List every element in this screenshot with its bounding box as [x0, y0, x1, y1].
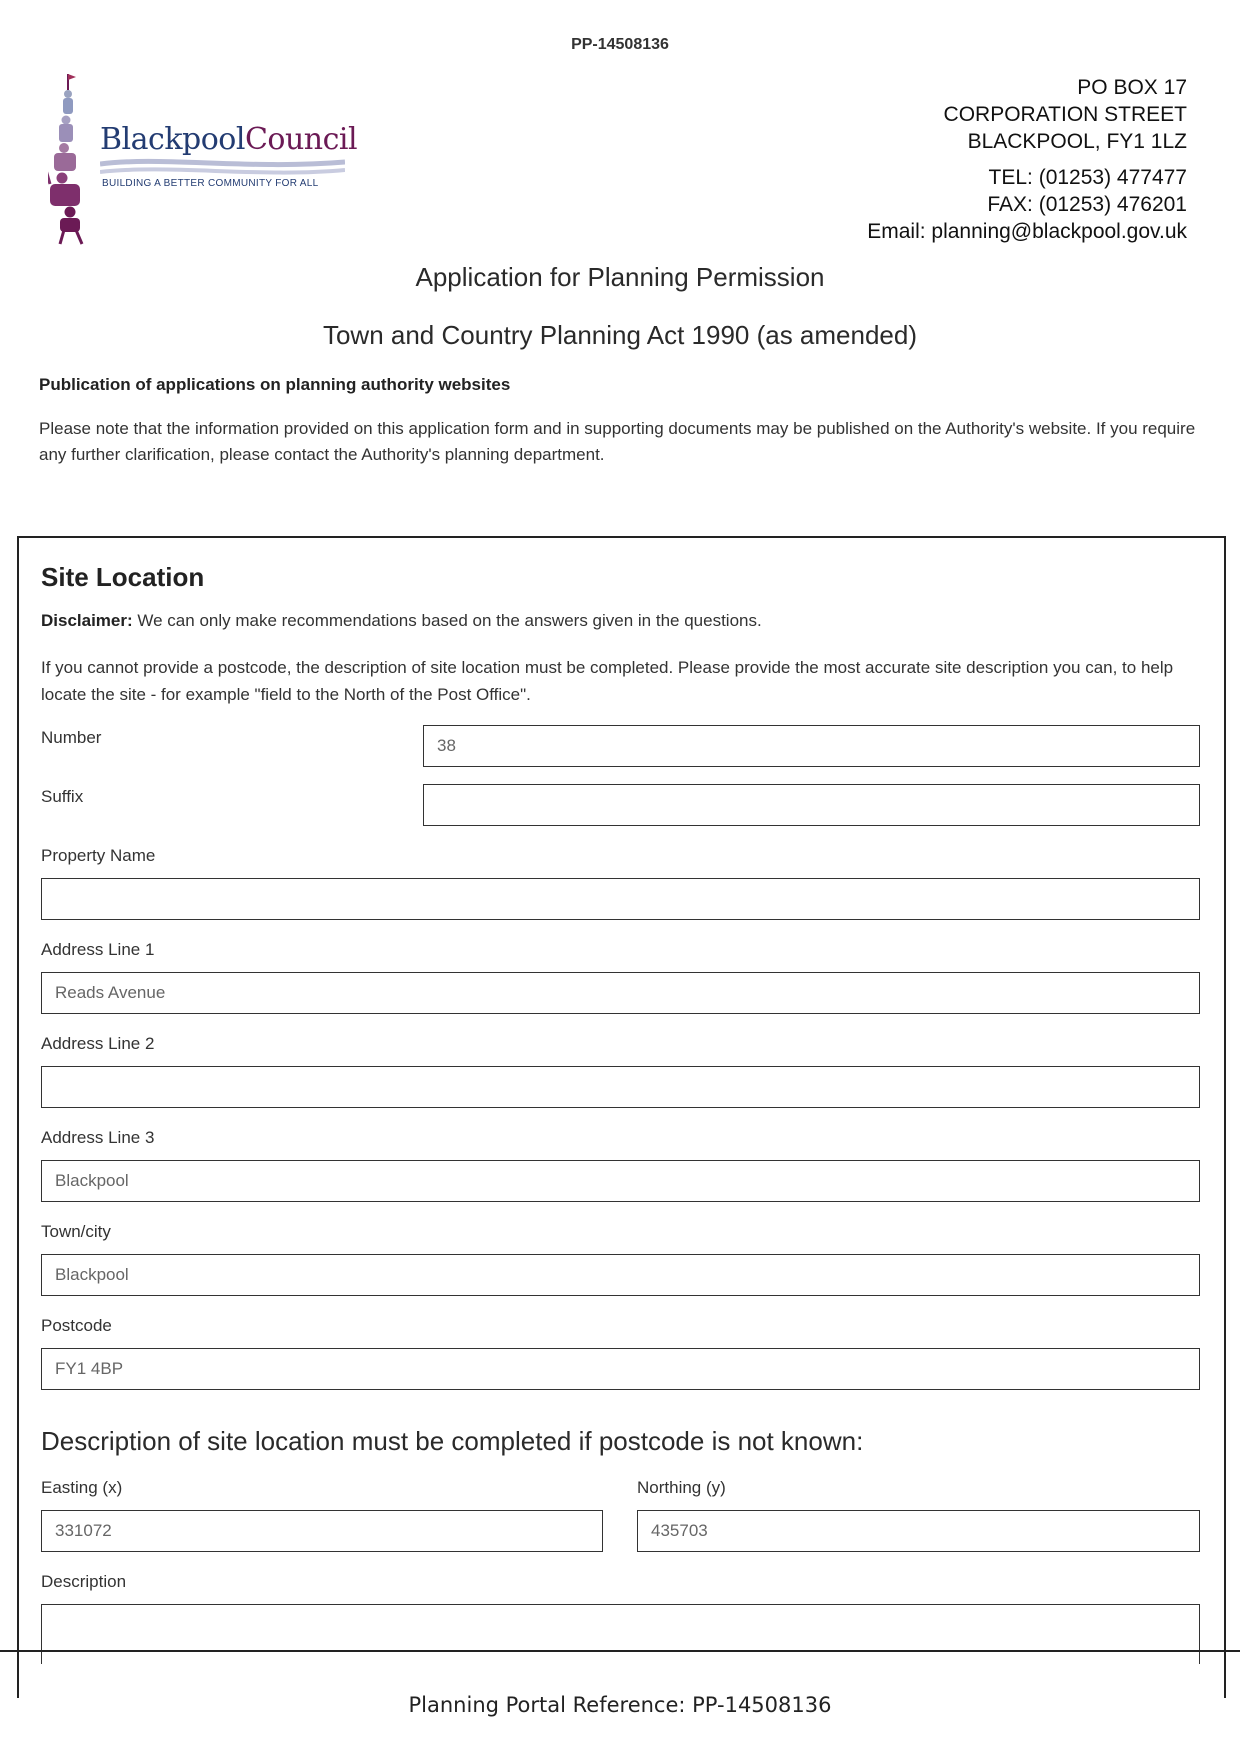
number-field[interactable]: 38 — [423, 725, 1200, 767]
address-line-2-field[interactable] — [41, 1066, 1200, 1108]
page-bottom-divider — [0, 1650, 1240, 1652]
disclaimer-text: We can only make recommendations based on the answers given in the questions. — [132, 611, 762, 630]
property-name-field[interactable] — [41, 878, 1200, 920]
address-line-3-label: Address Line 3 — [41, 1128, 155, 1147]
suffix-field[interactable] — [423, 784, 1200, 826]
section-title: Site Location — [41, 562, 205, 592]
council-logo-name — [100, 122, 357, 157]
address-line-2-label: Address Line 2 — [41, 1034, 155, 1053]
address-tel: TEL: (01253) 477477 — [988, 166, 1187, 189]
address-line-1: PO BOX 17 — [1077, 76, 1187, 99]
number-label: Number — [41, 728, 102, 747]
suffix-label: Suffix — [41, 787, 84, 806]
logo-tagline: BUILDING A BETTER COMMUNITY FOR ALL — [102, 178, 319, 189]
address-line-1-field[interactable]: Reads Avenue — [41, 972, 1200, 1014]
property-name-label: Property Name — [41, 846, 156, 865]
address-line-3: BLACKPOOL, FY1 1LZ — [967, 130, 1187, 153]
logo-name-part1: Blackpool — [100, 122, 245, 157]
disclaimer-label: Disclaimer: — [41, 611, 133, 630]
town-city-label: Town/city — [41, 1222, 111, 1241]
publication-heading: Publication of applications on planning authority websites — [39, 375, 511, 394]
page-subtitle: Town and Country Planning Act 1990 (as amended) — [322, 320, 918, 350]
disclaimer — [41, 611, 762, 631]
council-address — [867, 74, 1187, 245]
description-field[interactable] — [41, 1604, 1200, 1664]
postcode-field[interactable]: FY1 4BP — [41, 1348, 1200, 1390]
logo-name-part2: Council — [244, 122, 358, 157]
site-location-section — [17, 536, 1226, 1698]
easting-label: Easting (x) — [41, 1478, 123, 1497]
address-line-2: CORPORATION STREET — [943, 103, 1187, 126]
town-city-field[interactable]: Blackpool — [41, 1254, 1200, 1296]
site-location-info: If you cannot provide a postcode, the description of site location must be completed. Please provide the most accurate site description you can, to help locate the site - for example "field to the North of the Post Office". — [41, 658, 1174, 704]
publication-text: Please note that the information provided on this application form and in supporting documents may be published on the Authority's website. If you require any further clarification, please contact the Authority's planning department. — [39, 419, 1196, 464]
address-fax: FAX: (01253) 476201 — [987, 193, 1187, 216]
description-heading: Description of site location must be completed if postcode is not known: — [41, 1426, 864, 1456]
northing-label: Northing (y) — [637, 1478, 726, 1497]
page-title: Application for Planning Permission — [415, 262, 825, 292]
easting-field[interactable]: 331072 — [41, 1510, 603, 1552]
address-line-3-field[interactable]: Blackpool — [41, 1160, 1200, 1202]
page-footer: Planning Portal Reference: PP-14508136 — [408, 1693, 832, 1717]
address-line-1-label: Address Line 1 — [41, 940, 155, 959]
northing-field[interactable]: 435703 — [637, 1510, 1200, 1552]
address-email: Email: planning@blackpool.gov.uk — [867, 220, 1187, 243]
postcode-label: Postcode — [41, 1316, 112, 1335]
logo-wave-icon — [100, 156, 345, 178]
council-logo-figure-icon — [48, 72, 98, 247]
document-reference: PP-14508136 — [571, 36, 669, 53]
description-label: Description — [41, 1572, 127, 1591]
council-logo — [48, 72, 358, 247]
